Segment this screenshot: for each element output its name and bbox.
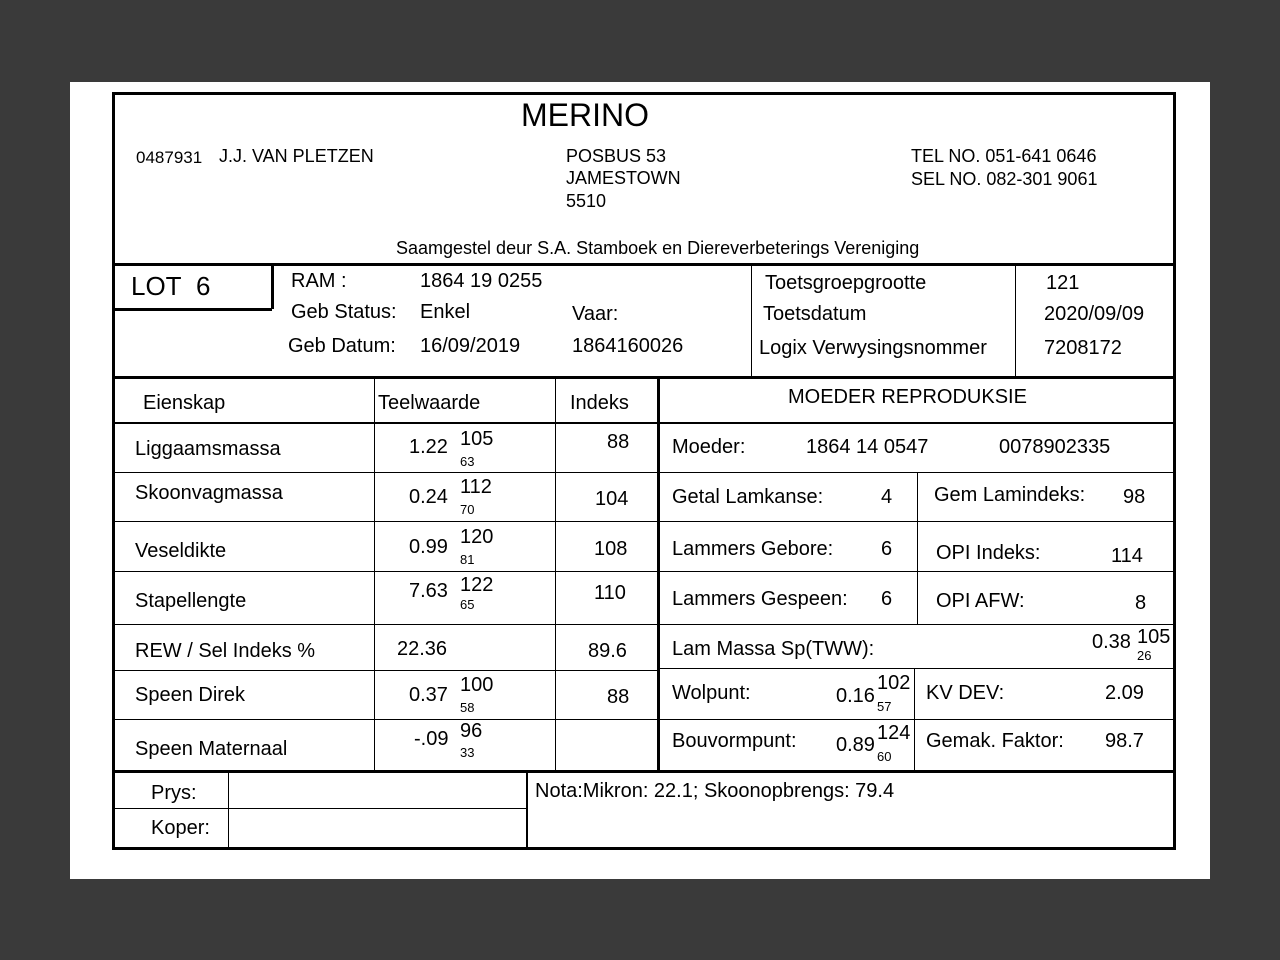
opi-deviation-value: 8 xyxy=(1135,592,1147,614)
conformation-value: 0.89 xyxy=(836,734,875,756)
lamb-mass-value: 0.38 xyxy=(1092,631,1131,653)
divider-animal-test xyxy=(751,264,752,376)
lambs-weaned-value: 6 xyxy=(881,588,893,610)
trait-accuracy-bottom: 33 xyxy=(460,745,475,760)
buyer-label: Koper: xyxy=(151,817,210,839)
trait-breeding-value: 0.99 xyxy=(409,536,448,558)
trait-index: 88 xyxy=(607,431,630,453)
col-line-mother-inner-1 xyxy=(917,473,918,624)
logix-label: Logix Verwysingsnommer xyxy=(759,337,987,359)
trait-breeding-value: 7.63 xyxy=(409,580,448,602)
lot-box-right xyxy=(271,264,274,309)
breed-title: MERINO xyxy=(521,97,649,133)
trait-index: 104 xyxy=(595,488,629,510)
col-line-index xyxy=(555,377,556,771)
birth-status-label: Geb Status: xyxy=(291,301,397,323)
breeder-id: 0487931 xyxy=(136,148,203,167)
trait-accuracy-top: 105 xyxy=(460,428,494,450)
row-line-2 xyxy=(112,521,1176,522)
border-right xyxy=(1173,92,1176,850)
row-line-4 xyxy=(112,624,1176,625)
trait-breeding-value: 22.36 xyxy=(397,638,448,660)
compiled-by-note: Saamgestel deur S.A. Stamboek en Diereverbeterings Vereniging xyxy=(396,238,920,258)
cell-number: SEL NO. 082-301 9061 xyxy=(911,169,1098,189)
col-header-breeding-value: Teelwaarde xyxy=(378,392,481,414)
row-line-6 xyxy=(112,719,1176,720)
lambs-born-label: Lammers Gebore: xyxy=(672,538,834,560)
trait-breeding-value: 0.37 xyxy=(409,684,448,706)
trait-accuracy-top: 96 xyxy=(460,720,483,742)
address-line-1: POSBUS 53 xyxy=(566,146,667,166)
address-line-2: JAMESTOWN xyxy=(566,168,681,188)
wool-score-accuracy-bottom: 57 xyxy=(877,699,892,714)
test-group-size-value: 121 xyxy=(1046,272,1080,294)
row-line-5-right xyxy=(658,668,1176,669)
conformation-label: Bouvormpunt: xyxy=(672,730,797,752)
birth-status-value: Enkel xyxy=(420,301,471,323)
dam-id: 1864 14 0547 xyxy=(806,436,929,458)
trait-name: Stapellengte xyxy=(135,590,247,612)
opi-index-value: 114 xyxy=(1111,545,1143,567)
ram-label: RAM : xyxy=(291,270,347,292)
sire-label: Vaar: xyxy=(572,303,619,325)
wool-score-value: 0.16 xyxy=(836,685,875,707)
border-top xyxy=(112,92,1176,95)
kv-dev-label: KV DEV: xyxy=(926,682,1005,704)
lambs-weaned-label: Lammers Gespeen: xyxy=(672,588,848,610)
border-left xyxy=(112,92,115,850)
birth-date-value: 16/09/2019 xyxy=(420,335,521,357)
sire-value: 1864160026 xyxy=(572,335,684,357)
price-label: Prys: xyxy=(151,782,197,804)
col-header-index: Indeks xyxy=(570,392,629,414)
divider-test-values xyxy=(1015,264,1016,376)
conformation-accuracy-bottom: 60 xyxy=(877,749,892,764)
row-line-1 xyxy=(112,472,1176,473)
kv-dev-value: 2.09 xyxy=(1105,682,1144,704)
address-line-3: 5510 xyxy=(566,191,607,211)
lot-number: 6 xyxy=(196,271,211,301)
col-line-mother xyxy=(657,377,660,771)
lambs-born-value: 6 xyxy=(881,538,893,560)
lot-box-bottom xyxy=(112,308,272,311)
trait-breeding-value: -.09 xyxy=(414,728,449,750)
trait-name: Liggaamsmassa xyxy=(135,438,281,460)
breeder-name: J.J. VAN PLETZEN xyxy=(219,146,374,166)
trait-accuracy-bottom: 63 xyxy=(460,454,475,469)
trait-index: 110 xyxy=(594,582,626,604)
avg-lamb-index-value: 98 xyxy=(1123,486,1146,508)
lamb-chances-value: 4 xyxy=(881,486,893,508)
trait-accuracy-top: 120 xyxy=(460,526,494,548)
trait-name: Veseldikte xyxy=(135,540,227,562)
lamb-chances-label: Getal Lamkanse: xyxy=(672,486,824,508)
wool-score-accuracy-top: 102 xyxy=(877,672,911,694)
footer-row-divider xyxy=(112,808,526,809)
trait-accuracy-top: 122 xyxy=(460,574,494,596)
buyer-field[interactable] xyxy=(230,810,525,846)
avg-lamb-index-label: Gem Lamindeks: xyxy=(934,484,1086,506)
trait-accuracy-bottom: 58 xyxy=(460,700,475,715)
trait-index: 89.6 xyxy=(588,640,627,662)
row-line-3 xyxy=(112,571,1176,572)
trait-index: 88 xyxy=(607,686,630,708)
note-text: Nota:Mikron: 22.1; Skoonopbrengs: 79.4 xyxy=(535,780,895,802)
mother-reproduction-title: MOEDER REPRODUKSIE xyxy=(788,386,1027,408)
trait-index: 108 xyxy=(594,538,628,560)
footer-note-divider xyxy=(526,771,528,847)
lot-label-text: LOT xyxy=(131,271,182,301)
lot-label xyxy=(131,273,211,299)
test-date-label: Toetsdatum xyxy=(763,303,867,325)
divider-trait-header xyxy=(112,422,1176,424)
col-line-value xyxy=(374,377,375,771)
trait-name: Skoonvagmassa xyxy=(135,482,283,504)
trait-accuracy-bottom: 81 xyxy=(460,552,475,567)
border-bottom xyxy=(112,847,1176,850)
ease-factor-value: 98.7 xyxy=(1105,730,1144,752)
trait-accuracy-bottom: 70 xyxy=(460,502,475,517)
logix-value: 7208172 xyxy=(1044,337,1122,359)
lamb-mass-accuracy-bottom: 26 xyxy=(1137,648,1152,663)
dam-reference: 0078902335 xyxy=(999,436,1111,458)
row-line-5 xyxy=(112,670,658,671)
test-date-value: 2020/09/09 xyxy=(1044,303,1145,325)
birth-date-label: Geb Datum: xyxy=(288,335,396,357)
dam-label: Moeder: xyxy=(672,436,746,458)
trait-accuracy-top: 100 xyxy=(460,674,494,696)
trait-name: Speen Maternaal xyxy=(135,738,288,760)
lamb-mass-label: Lam Massa Sp(TWW): xyxy=(672,638,875,660)
opi-index-label: OPI Indeks: xyxy=(936,542,1041,564)
divider-animal-traits xyxy=(112,376,1176,379)
trait-name: REW / Sel Indeks % xyxy=(135,640,316,662)
opi-deviation-label: OPI AFW: xyxy=(936,590,1025,612)
trait-accuracy-bottom: 65 xyxy=(460,597,475,612)
tel-number: TEL NO. 051-641 0646 xyxy=(911,146,1097,166)
lamb-mass-accuracy-top: 105 xyxy=(1137,626,1171,648)
conformation-accuracy-top: 124 xyxy=(877,722,911,744)
ram-value: 1864 19 0255 xyxy=(420,270,543,292)
ease-factor-label: Gemak. Faktor: xyxy=(926,730,1064,752)
trait-breeding-value: 1.22 xyxy=(409,436,448,458)
test-group-size-label: Toetsgroepgrootte xyxy=(765,272,927,294)
wool-score-label: Wolpunt: xyxy=(672,682,751,704)
trait-name: Speen Direk xyxy=(135,684,246,706)
col-line-mother-inner-2 xyxy=(914,669,915,770)
price-field[interactable] xyxy=(230,772,525,807)
footer-label-divider xyxy=(228,771,229,847)
col-header-trait: Eienskap xyxy=(143,392,226,414)
trait-accuracy-top: 112 xyxy=(460,476,492,498)
trait-breeding-value: 0.24 xyxy=(409,486,448,508)
